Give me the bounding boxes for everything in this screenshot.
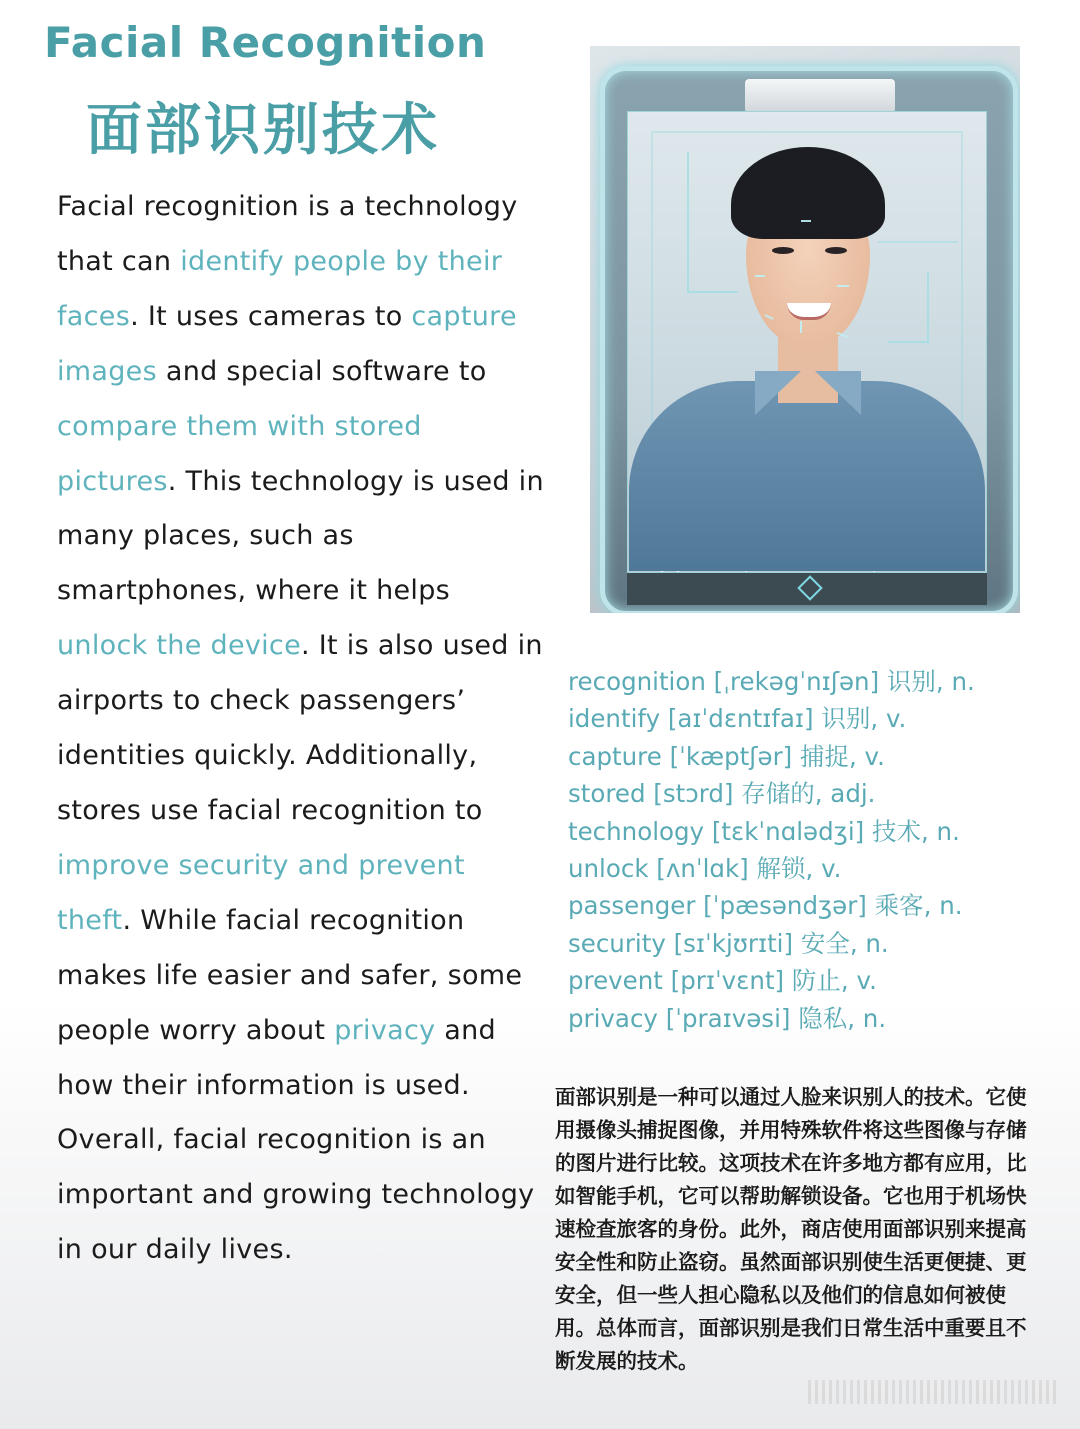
face-scan-markers: [605, 71, 1013, 611]
vocab-item: technology [tɛkˈnɑlədʒi] 技术, n.: [568, 816, 960, 846]
article-text: . It is also used in airports to check passengers’ identities quickly. Additionally, stores use facial recognition to: [57, 630, 543, 826]
vocab-item: recognition [ˌrekəgˈnɪʃən] 识别, n.: [568, 667, 975, 696]
article-text: . This technology is used in many places, such as smartphones, where it helps: [57, 465, 544, 607]
vocab-item: prevent [prɪˈvɛnt] 防止, v.: [568, 966, 877, 996]
title-chinese: 面部识别技术: [86, 98, 440, 163]
highlighted-phrase: improve security and prevent theft: [57, 849, 465, 936]
watermark: [808, 1380, 1058, 1404]
highlighted-phrase: privacy: [334, 1014, 436, 1046]
vocab-item: security [sɪˈkjʊrɪti] 安全, n.: [568, 928, 889, 958]
vocab-item: unlock [ʌnˈlɑk] 解锁, v.: [568, 854, 842, 884]
vocab-item: stored [stɔrd] 存储的, adj.: [568, 779, 876, 809]
article-text: . It uses cameras to: [130, 300, 412, 332]
vocab-item: privacy [ˈpraɪvəsi] 隐私, n.: [568, 1003, 887, 1033]
article-paragraph: [57, 180, 547, 1278]
vocab-item: identify [aɪˈdɛntɪfaɪ] 识别, v.: [568, 704, 907, 734]
highlighted-phrase: unlock the device: [57, 630, 301, 662]
article-text: . While facial recognition makes life easier and safer, some people worry about: [57, 904, 523, 1046]
highlighted-phrase: compare them with stored pictures: [57, 410, 422, 497]
recognition-device-frame: [600, 66, 1018, 613]
vocabulary-list: [568, 663, 1048, 1037]
title-english: Facial Recognition: [44, 18, 487, 67]
article-text: Facial recognition is a technology that can: [57, 191, 518, 277]
chinese-translation: 面部识别是一种可以通过人脸来识别人的技术。它使用摄像头捕捉图像，并用特殊软件将这些图像与存储的图片进行比较。这项技术在许多地方都有应用，比如智能手机，它可以帮助解锁设备。它也用于机场快速检查旅客的身份。此外，商店使用面部识别来提高安全性和防止盗窃。虽然面部识别使生活更便捷、更安全，但一些人担心隐私以及他们的信息如何被使用。总体而言，面部识别是我们日常生活中重要且不断发展的技术。: [555, 1085, 1027, 1373]
vocab-item: passenger [ˈpæsəndʒər] 乘客, n.: [568, 891, 963, 921]
highlighted-phrase: identify people by their faces: [57, 245, 503, 332]
vocab-item: capture [ˈkæptʃər] 捕捉, v.: [568, 741, 885, 771]
article-text: and special software to: [156, 355, 487, 387]
highlighted-phrase: capture images: [57, 300, 517, 387]
article-text: and how their information is used. Overall, facial recognition is an important and growing technology in our daily lives.: [57, 1014, 535, 1266]
face-recognition-photo: [590, 46, 1020, 613]
